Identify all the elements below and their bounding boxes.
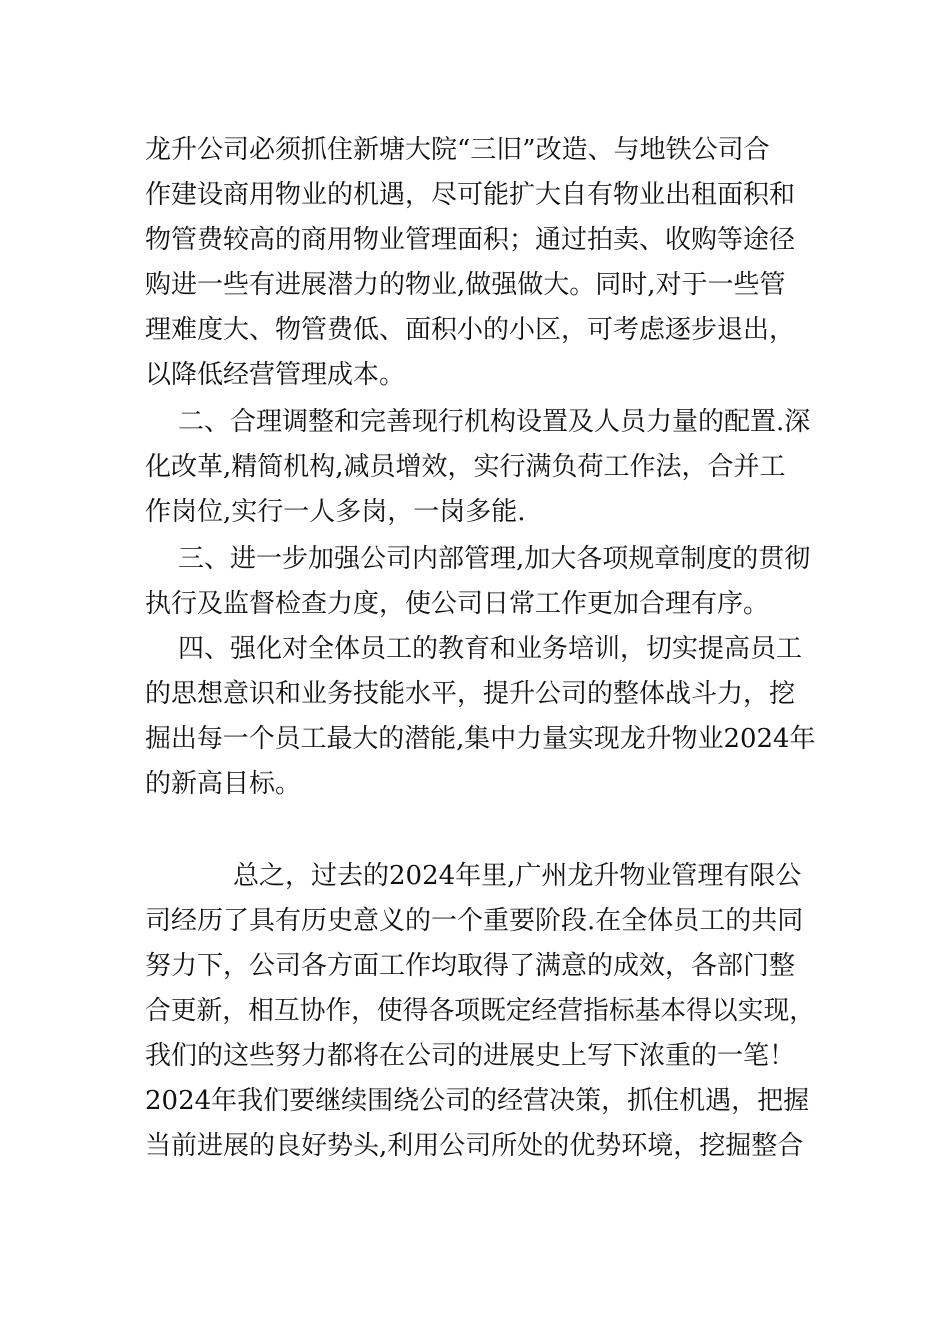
text-line: 理难度大、物管费低、面积小的小区，可考虑逐步退出， (145, 315, 796, 345)
text-line: 物管费较高的商用物业管理面积；通过拍卖、收购等途径 (145, 225, 796, 255)
text-line: 的新高目标。 (145, 769, 302, 799)
text-line: 作建设商用物业的机遇，尽可能扩大自有物业出租面积和 (145, 180, 796, 210)
text-line: 司经历了具有历史意义的一个重要阶段.在全体员工的共同 (145, 906, 804, 936)
text-line: 龙升公司必须抓住新塘大院“三旧”改造、与地铁公司合 (145, 135, 770, 165)
text-line: 作岗位,实行一人多岗，一岗多能. (145, 497, 526, 527)
text-line: 执行及监督检查力度，使公司日常工作更加合理有序。 (145, 589, 770, 619)
text-line: 的思想意识和业务技能水平，提升公司的整体战斗力，挖 (145, 679, 796, 709)
text-line: 合更新，相互协作，使得各项既定经营指标基本得以实现， (145, 996, 815, 1026)
paragraph-heading-line: 四、强化对全体员工的教育和业务培训，切实提高员工 (178, 634, 803, 664)
paragraph-heading-line: 二、合理调整和完善现行机构设置及人员力量的配置.深 (178, 407, 811, 437)
paragraph-heading-line: 三、进一步加强公司内部管理,加大各项规章制度的贯彻 (178, 544, 811, 574)
text-line: 以降低经营管理成本。 (145, 360, 406, 390)
text-line: 化改革,精简机构,减员增效，实行满负荷工作法，合并工 (145, 452, 786, 482)
text-line: 2024年我们要继续围绕公司的经营决策，抓住机遇，把握 (145, 1086, 810, 1116)
text-line: 掘出每一个员工最大的潜能,集中力量实现龙升物业2024年 (145, 724, 816, 754)
text-line: 当前进展的良好势头,利用公司所处的优势环境，挖掘整合 (145, 1131, 804, 1161)
text-line: 购进一些有进展潜力的物业,做强做大。同时,对于一些管 (145, 270, 786, 300)
text-line: 我们的这些努力都将在公司的进展史上写下浓重的一笔！ (145, 1041, 796, 1071)
paragraph-heading-line: 总之，过去的2024年里,广州龙升物业管理有限公 (233, 861, 802, 891)
text-line: 努力下，公司各方面工作均取得了满意的成效，各部门整 (145, 951, 796, 981)
